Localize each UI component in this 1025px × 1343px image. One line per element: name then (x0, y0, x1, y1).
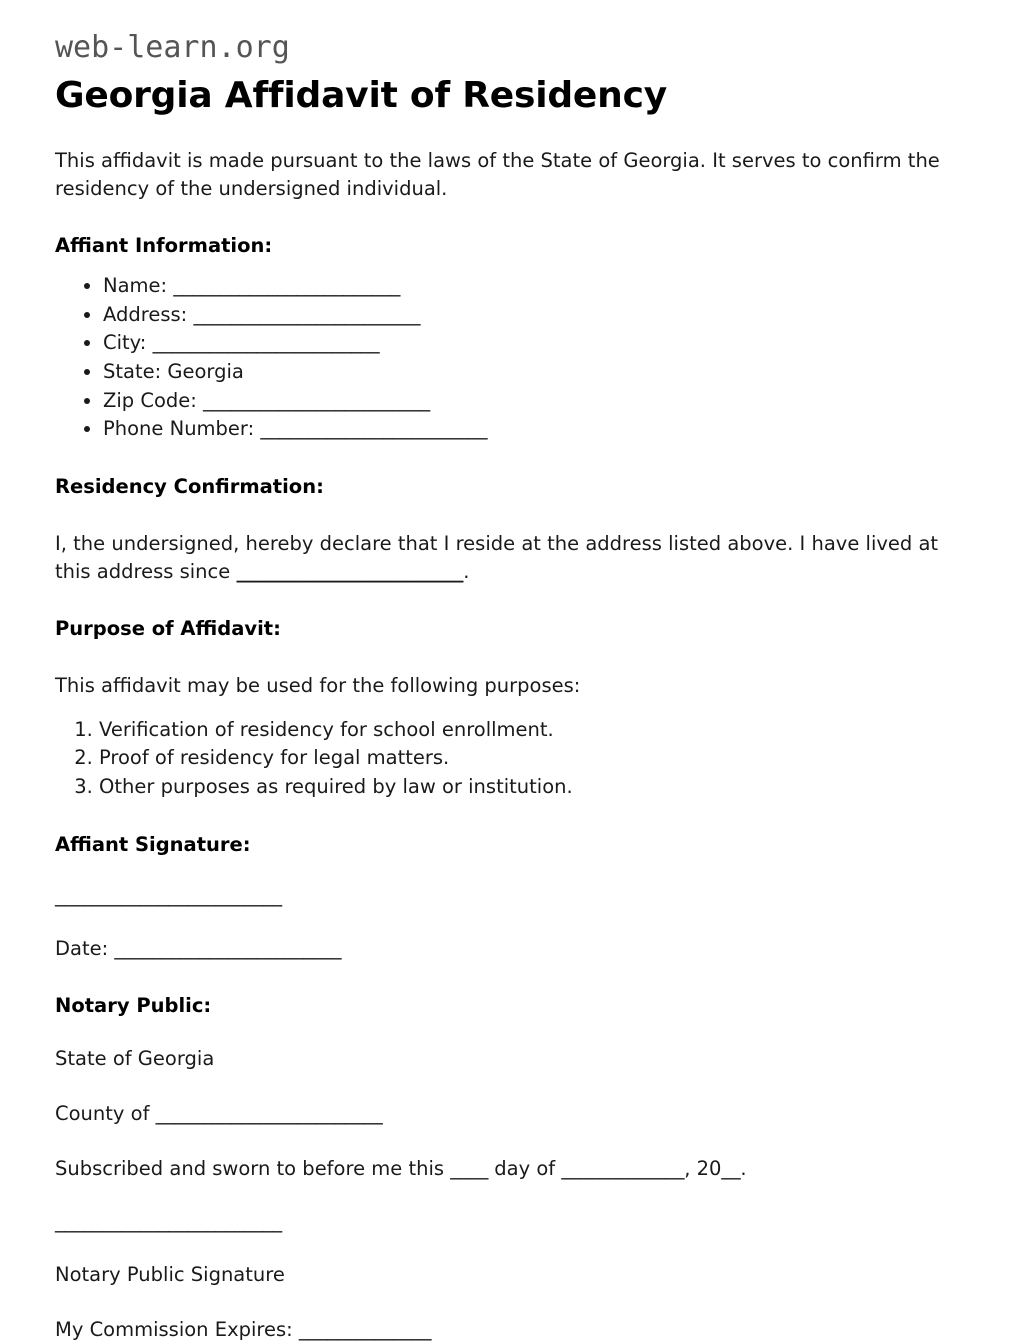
purpose-intro-paragraph: This affidavit may be used for the following purposes: (55, 674, 581, 698)
field-blank-phone-number[interactable]: ________________________ (260, 417, 488, 441)
sworn-middle: day of (488, 1156, 562, 1180)
notary-signature-label: Notary Public Signature (55, 1262, 285, 1286)
notary-county-line (55, 1100, 965, 1128)
list-item: 2. Proof of residency for legal matters. (99, 744, 965, 773)
section-heading-notary-public: Notary Public: (55, 994, 212, 1018)
list-item (103, 272, 965, 301)
sworn-day-blank[interactable]: ____ (450, 1156, 489, 1180)
affiant-information-list (55, 272, 965, 444)
list-item: 3. Other purposes as required by law or institution. (99, 773, 965, 802)
notary-county-blank[interactable]: ________________________ (155, 1102, 383, 1126)
residency-text-after: . (463, 560, 470, 584)
field-blank-name[interactable]: ________________________ (173, 274, 401, 298)
page-title: Georgia Affidavit of Residency (55, 75, 667, 116)
list-item (103, 329, 965, 358)
sworn-month-blank[interactable]: _____________ (561, 1156, 685, 1180)
commission-label: My Commission Expires: (55, 1317, 299, 1341)
field-label-name: Name: (103, 274, 174, 298)
field-blank-address[interactable]: ________________________ (193, 302, 421, 326)
field-blank-zip-code[interactable]: ________________________ (203, 388, 430, 412)
site-watermark: web-learn.org (55, 30, 290, 65)
section-heading-residency-confirmation: Residency Confirmation: (55, 475, 324, 499)
field-blank-city[interactable]: ________________________ (152, 331, 380, 355)
purpose-list (55, 716, 965, 802)
commission-blank[interactable]: ______________ (298, 1317, 432, 1341)
section-heading-purpose-of-affidavit: Purpose of Affidavit: (55, 616, 281, 640)
field-label-city: City: (103, 331, 153, 355)
affiant-signature-blank[interactable]: ________________________ (55, 884, 282, 908)
field-label-phone-number: Phone Number: (103, 417, 261, 441)
sworn-year-prefix: , 20 (684, 1156, 722, 1180)
section-heading-affiant-information: Affiant Information: (55, 233, 273, 257)
list-item (103, 301, 965, 330)
notary-county-label: County of (55, 1102, 156, 1126)
list-item: 1. Verification of residency for school enrollment. (99, 716, 965, 745)
residency-text-before: I, the undersigned, hereby declare that I reside at the address listed above. I have lived at this address since (55, 532, 939, 584)
sworn-year-blank[interactable]: __ (721, 1156, 741, 1180)
section-heading-affiant-signature: Affiant Signature: (55, 832, 251, 856)
notary-sworn-line (55, 1155, 965, 1183)
affiant-date-line (55, 935, 965, 963)
notary-state-line: State of Georgia (55, 1047, 215, 1071)
list-item (103, 387, 965, 416)
notary-commission-line (55, 1316, 965, 1343)
residency-confirmation-paragraph (55, 530, 965, 585)
field-label-address: Address: (103, 302, 194, 326)
list-item (103, 358, 965, 387)
field-label-zip-code: Zip Code: (103, 388, 204, 412)
sworn-prefix: Subscribed and sworn to before me this (55, 1156, 451, 1180)
residency-since-blank[interactable]: ________________________ (236, 560, 464, 584)
field-label-state: State: Georgia (103, 360, 244, 384)
affiant-date-blank[interactable]: ________________________ (114, 937, 342, 961)
intro-paragraph: This affidavit is made pursuant to the laws of the State of Georgia. It serves to confirm the residency of the undersigned individual. (55, 149, 940, 201)
affiant-date-label: Date: (55, 937, 115, 961)
sworn-suffix: . (740, 1156, 747, 1180)
notary-signature-blank[interactable]: ________________________ (55, 1209, 282, 1233)
list-item (103, 415, 965, 444)
